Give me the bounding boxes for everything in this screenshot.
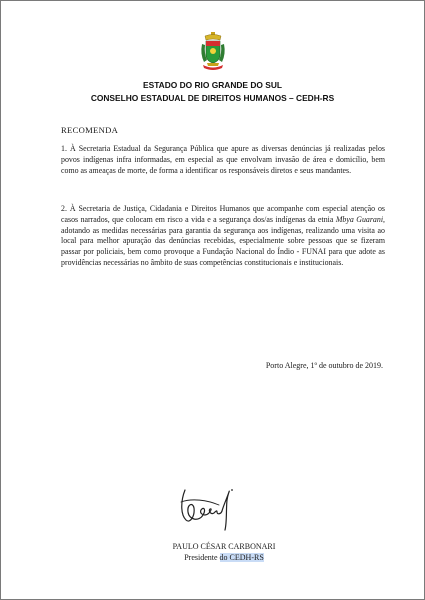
item-2-text-start: 2. À Secretaria de Justiça, Cidadania e Direitos Humanos que acompanhe com especial atenção os casos narrados, que colocam em risco a vida e a segurança dos/as indígenas da etnia — [61, 204, 385, 224]
state-name: ESTADO DO RIO GRANDE DO SUL — [143, 80, 282, 90]
recommendation-heading: RECOMENDA — [61, 125, 119, 135]
document-header — [1, 79, 424, 105]
item-2-text-end: , adotando as medidas necessárias para garantia da segurança aos indígenas, realizando uma visita ao local para melhor apuração das denúncias recebidas, especialmente sobre pessoas que se fizeram passar por policiais, bem como provoque a Fundação Nacional do Índio - FUNAI para que adote as providências necessárias no âmbito de suas competências constitucionais e institucionais. — [61, 214, 385, 267]
state-coat-of-arms-icon — [198, 32, 228, 72]
handwritten-signature — [177, 480, 243, 534]
place-and-date: Porto Alegre, 1º de outubro de 2019. — [265, 361, 383, 370]
council-name: CONSELHO ESTADUAL DE DIREITOS HUMANOS – CEDH-RS — [90, 93, 335, 103]
signatory-title: Presidente do CEDH-RS — [184, 553, 264, 562]
highlighted-text: do CEDH-RS — [219, 553, 264, 562]
ethnicity-name: Mbya Guarani — [335, 214, 384, 224]
recommendation-item-2 — [61, 204, 385, 269]
signatory-block — [168, 541, 280, 563]
recommendation-item-1: 1. À Secretaria Estadual da Segurança Pública que apure as diversas denúncias já realizadas pelos povos indígenas infra informadas, em especial as que envolvam invasão de área e domicílio, bem como as ameaças de morte, de forma a identificar os responsáveis diretos e seus mandantes. — [61, 144, 385, 175]
signatory-name: PAULO CÉSAR CARBONARI — [172, 542, 276, 551]
